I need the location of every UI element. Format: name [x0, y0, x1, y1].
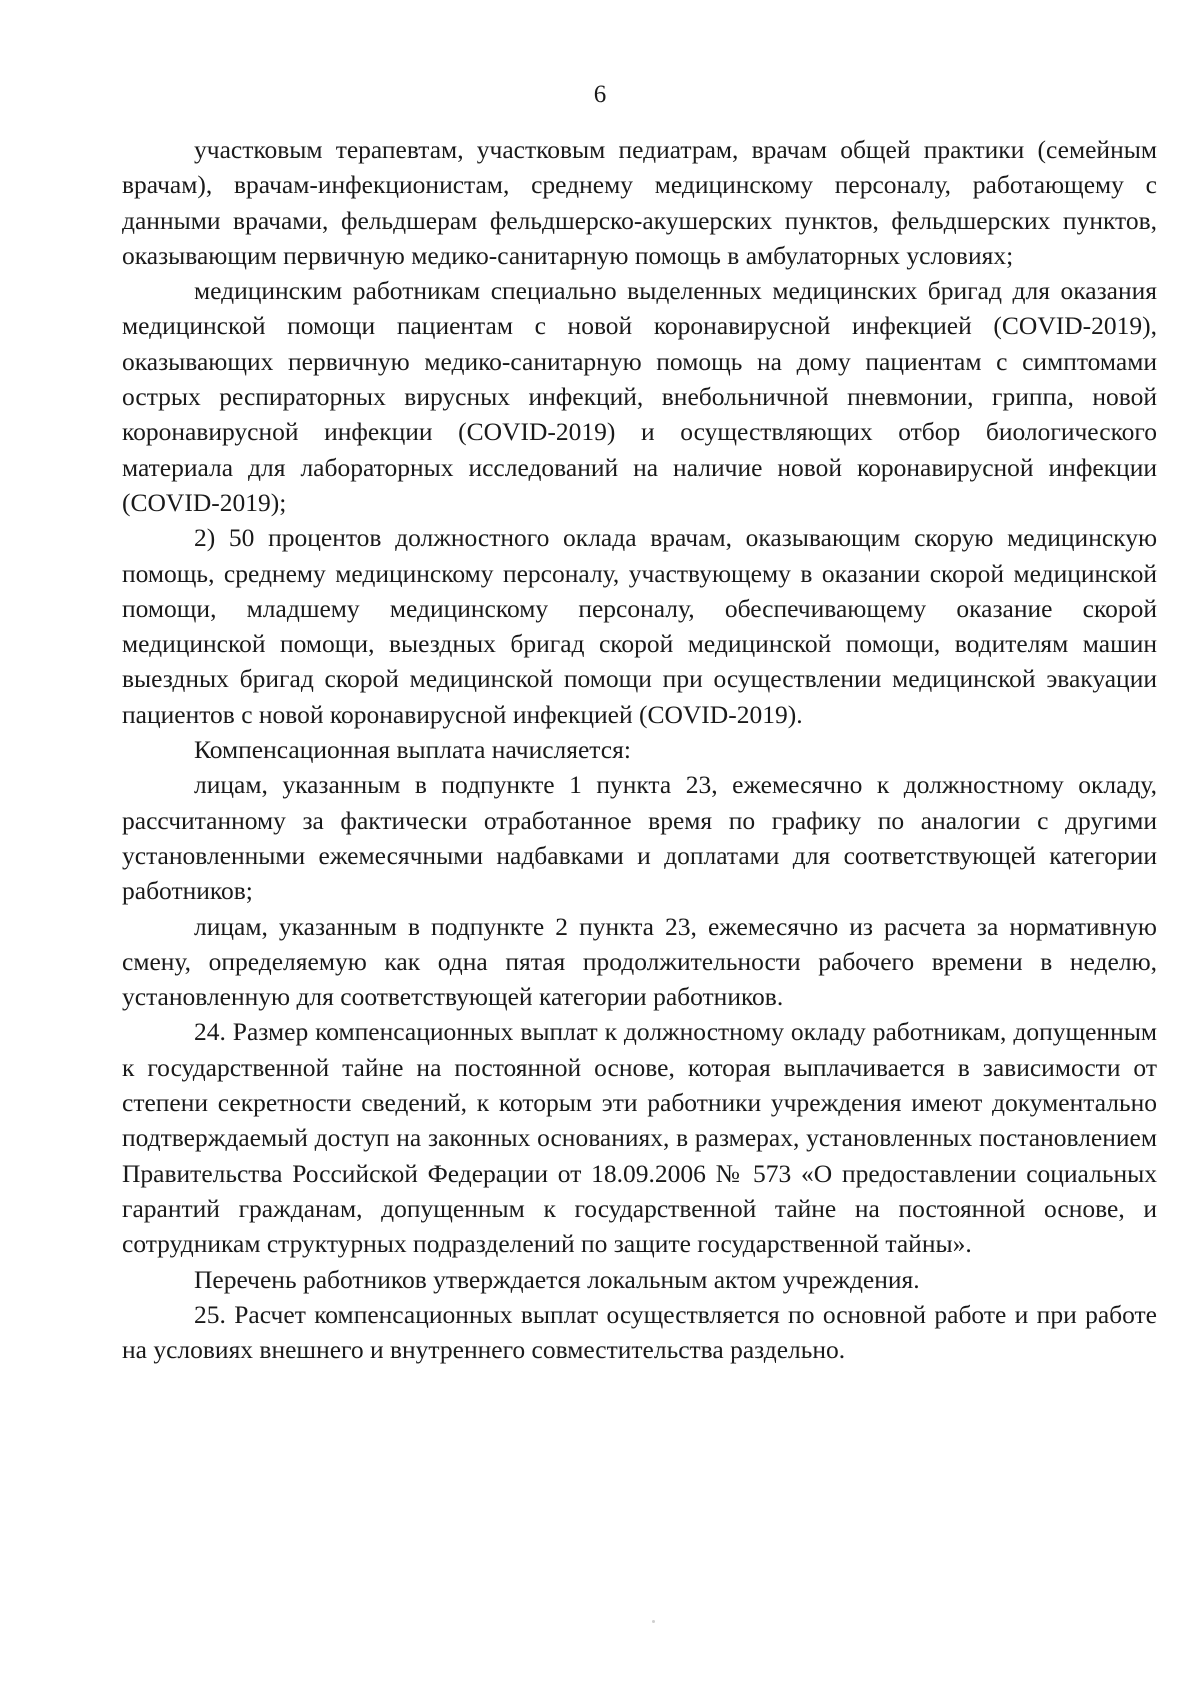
paragraph: Перечень работников утверждается локальным актом учреждения.: [194, 1264, 920, 1294]
paragraph: лицам, указанным в подпункте 1 пункта 23, ежемесячно к должностному окладу, рассчитанному за фактически отработанное время по графику по аналогии с другими установленными ежемесячными надбавками и доплатами для соответствующей категории работников;: [122, 770, 1157, 906]
paragraph: 2) 50 процентов должностного оклада врачам, оказывающим скорую медицинскую помощь, среднему медицинскому персоналу, участвующему в оказании скорой медицинской помощи, младшему медицинскому персоналу, обеспечивающему оказание скорой медицинской помощи, выездных бригад скорой медицинской помощи, водителям машин выездных бригад скорой медицинской помощи при осуществлении медицинской эвакуации пациентов с новой коронавирусной инфекцией (COVID-2019).: [122, 523, 1157, 729]
paragraph: участковым терапевтам, участковым педиатрам, врачам общей практики (семейным врачам), врачам-инфекционистам, среднему медицинскому персоналу, работающему с данными врачами, фельдшерам фельдшерско-акушерских пунктов, фельдшерских пунктов, оказывающим первичную медико-санитарную помощь в амбулаторных условиях;: [122, 135, 1157, 270]
page-number: 6: [593, 81, 607, 108]
paragraph: лицам, указанным в подпункте 2 пункта 23, ежемесячно из расчета за нормативную смену, определяемую как одна пятая продолжительности рабочего времени в неделю, установленную для соответствующей категории работников.: [122, 911, 1157, 1012]
paragraph: Компенсационная выплата начисляется:: [194, 735, 631, 765]
paragraph: 25. Расчет компенсационных выплат осуществляется по основной работе и при работе на условиях внешнего и внутреннего совместительства раздельно.: [122, 1299, 1157, 1365]
paragraph: 24. Размер компенсационных выплат к должностному окладу работникам, допущенным к государственной тайне на постоянной основе, которая выплачивается в зависимости от степени секретности сведений, к которым эти работники учреждения имеют документально подтверждаемый доступ на законных основаниях, в размерах, установленных постановлением Правительства Российской Федерации от 18.09.2006 № 573 «О предоставлении социальных гарантий гражданам, допущенным к государственной тайне на постоянной основе, и сотрудникам структурных подразделений по защите государственной тайны».: [122, 1017, 1157, 1259]
document-body: [122, 132, 1157, 1367]
scan-speck: [652, 1620, 655, 1623]
paragraph: медицинским работникам специально выделенных медицинских бригад для оказания медицинской помощи пациентам с новой коронавирусной инфекцией (COVID-2019), оказывающих первичную медико-санитарную помощь на дому пациентам с симптомами острых респираторных вирусных инфекций, внебольничной пневмонии, гриппа, новой коронавирусной инфекции (COVID-2019) и осуществляющих отбор биологического материала для лабораторных исследований на наличие новой коронавирусной инфекции (COVID-2019);: [122, 276, 1157, 517]
